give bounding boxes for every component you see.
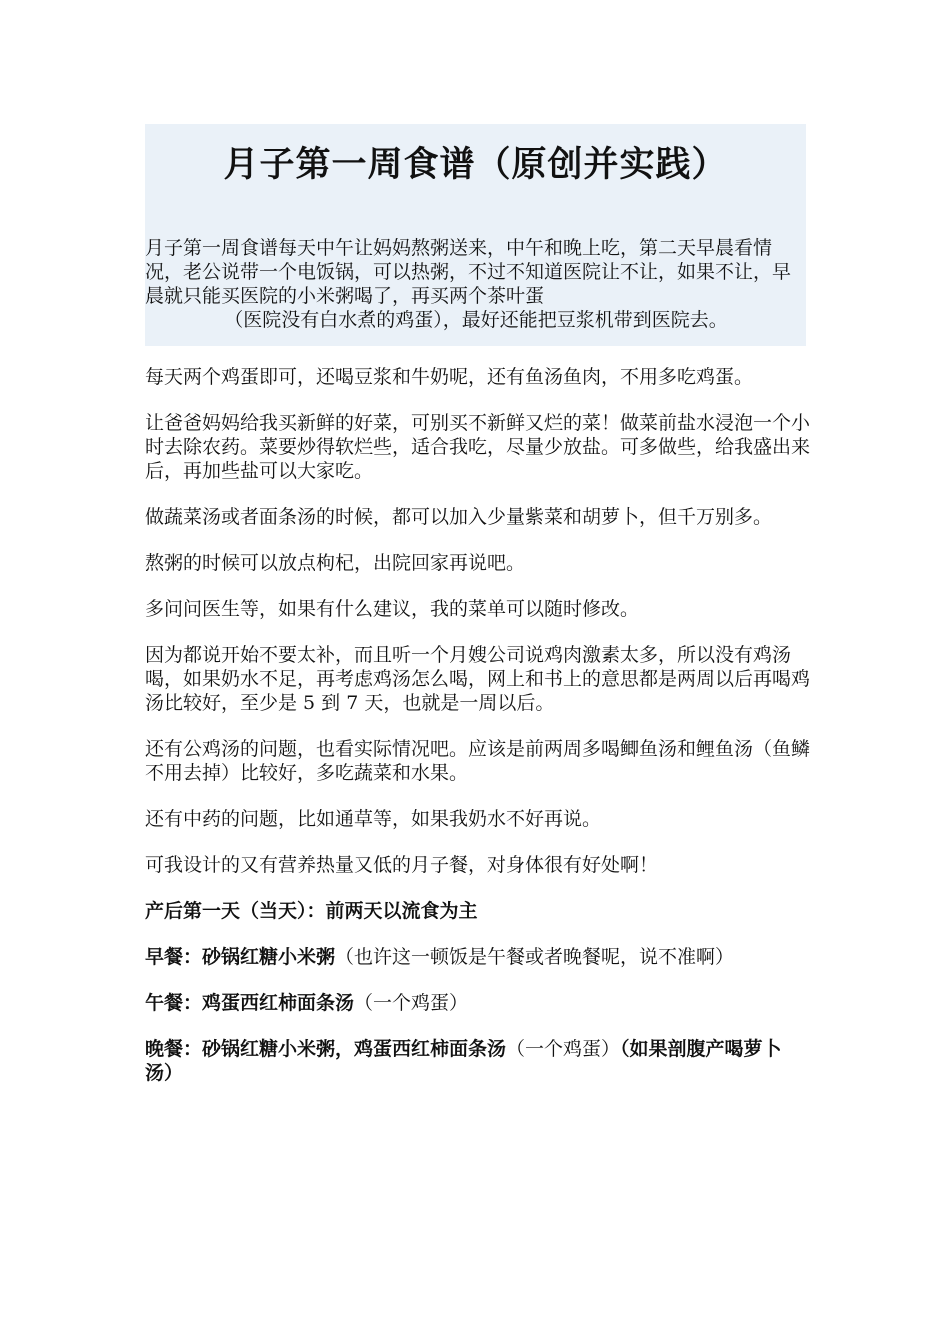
paragraph-summary: 可我设计的又有营养热量又低的月子餐，对身体很有好处啊！ xyxy=(145,854,659,876)
breakfast-note: （也许这一顿饭是午餐或者晚餐呢，说不准啊） xyxy=(335,946,735,968)
day1-heading: 产后第一天（当天）：前两天以流食为主 xyxy=(145,900,478,922)
dinner-item xyxy=(145,1037,810,1085)
intro-paragraph xyxy=(145,236,807,332)
breakfast-item xyxy=(145,945,810,969)
paragraph-eggs: 每天两个鸡蛋即可，还喝豆浆和牛奶呢，还有鱼汤鱼肉，不用多吃鸡蛋。 xyxy=(145,366,754,388)
paragraph-herbs: 还有中药的问题，比如通草等，如果我奶水不好再说。 xyxy=(145,808,602,830)
lunch-note: （一个鸡蛋） xyxy=(354,992,469,1014)
breakfast-label: 早餐：砂锅红糖小米粥 xyxy=(145,946,336,968)
dinner-note: （一个鸡蛋） xyxy=(506,1038,621,1060)
paragraph-chicken: 因为都说开始不要太补，而且听一个月嫂公司说鸡肉激素太多，所以没有鸡汤喝，如果奶水不足，再考虑鸡汤怎么喝，网上和书上的意思都是两周以后再喝鸡汤比较好，至少是 5 到 7 天，也就是一周以后。 xyxy=(145,644,811,714)
paragraph-rooster-soup: 还有公鸡汤的问题，也看实际情况吧。应该是前两周多喝鲫鱼汤和鲤鱼汤（鱼鳞不用去掉）比较好，多吃蔬菜和水果。 xyxy=(145,738,811,784)
paragraph-doctor: 多问问医生等，如果有什么建议，我的菜单可以随时修改。 xyxy=(145,598,640,620)
dinner-label: 晚餐：砂锅红糖小米粥，鸡蛋西红柿面条汤 xyxy=(145,1038,507,1060)
paragraph-porridge: 熬粥的时候可以放点枸杞，出院回家再说吧。 xyxy=(145,552,526,574)
page-title: 月子第一周食谱（原创并实践） xyxy=(223,145,728,185)
lunch-label: 午餐：鸡蛋西红柿面条汤 xyxy=(145,992,355,1014)
lunch-item xyxy=(145,991,810,1015)
document-body xyxy=(145,365,810,1107)
paragraph-vegetables: 让爸爸妈妈给我买新鲜的好菜，可别买不新鲜又烂的菜！做菜前盐水浸泡一个小时去除农药。菜要炒得软烂些，适合我吃，尽量少放盐。可多做些，给我盛出来后，再加些盐可以大家吃。 xyxy=(145,412,811,482)
intro-last-line: （医院没有白水煮的鸡蛋），最好还能把豆浆机带到医院去。 xyxy=(224,309,728,331)
paragraph-soup: 做蔬菜汤或者面条汤的时候，都可以加入少量紫菜和胡萝卜，但千万别多。 xyxy=(145,506,773,528)
dinner-extra: （如果剖腹产喝萝卜汤） xyxy=(145,1038,782,1084)
intro-text: 月子第一周食谱每天中午让妈妈熬粥送来，中午和晚上吃，第二天早晨看情况，老公说带一个电饭锅，可以热粥，不过不知道医院让不让，如果不让，早晨就只能买医院的小米粥喝了，再买两个茶叶蛋 xyxy=(145,237,792,307)
